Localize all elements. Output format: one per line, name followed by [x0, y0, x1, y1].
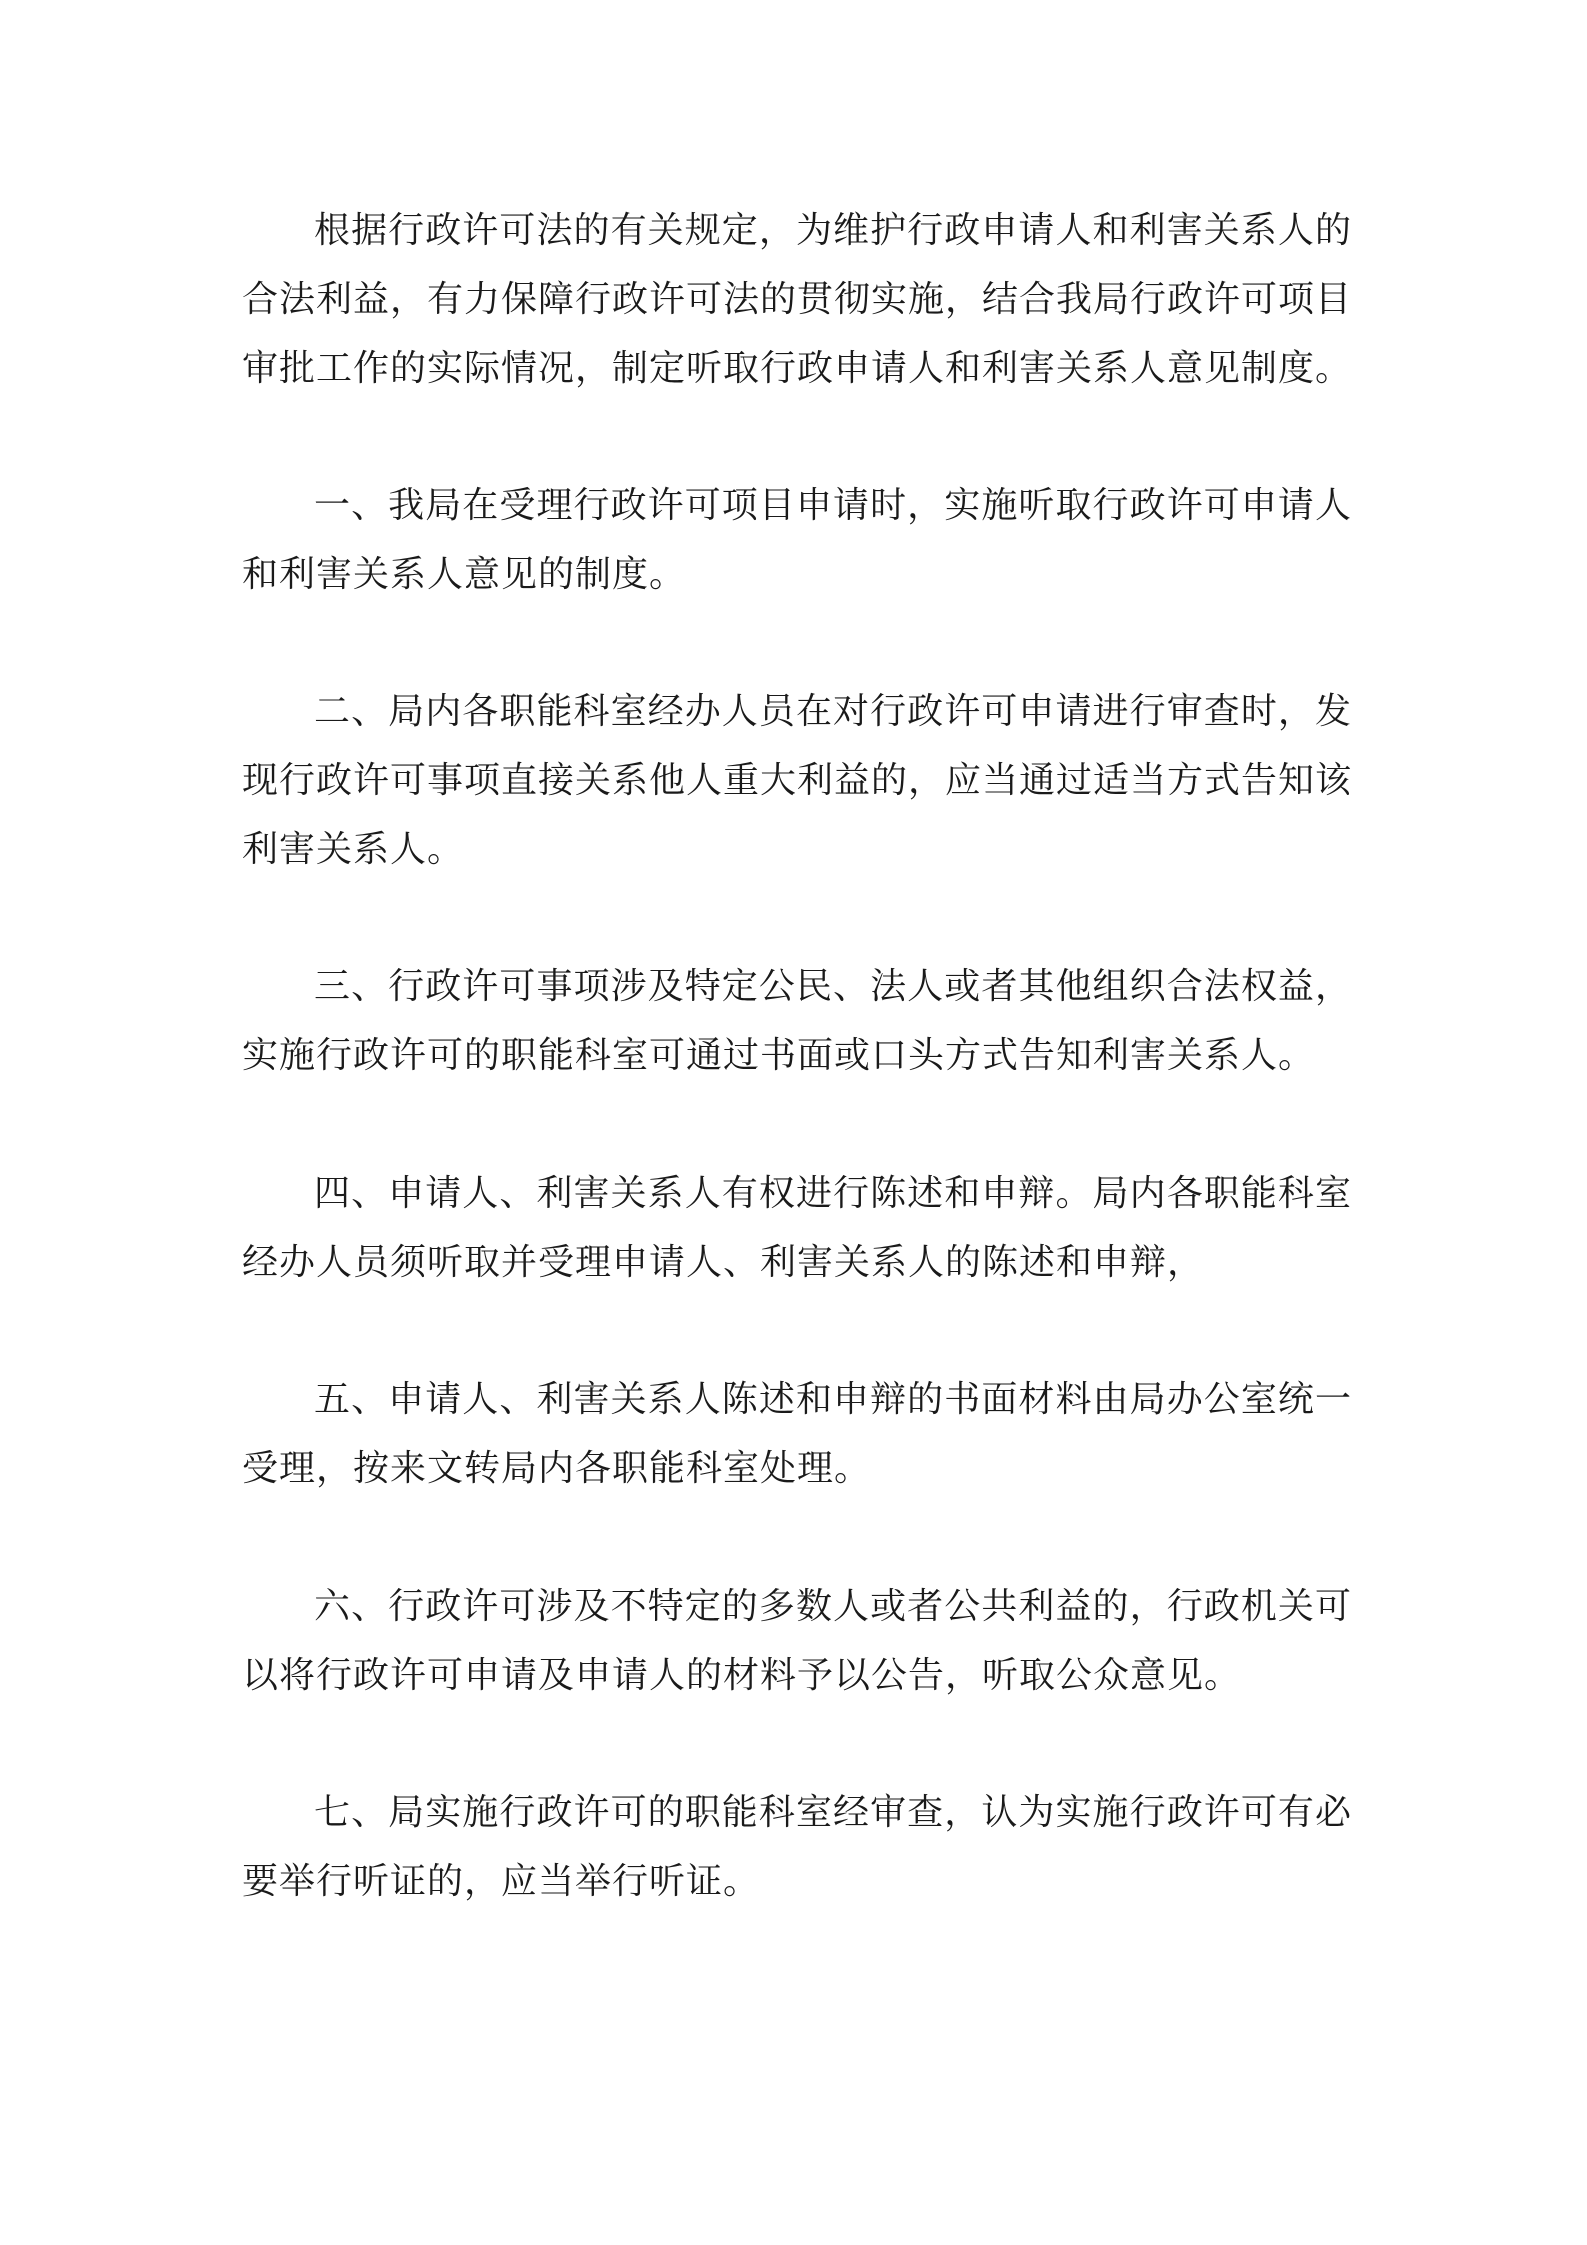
- clause-7-paragraph: 七、局实施行政许可的职能科室经审查，认为实施行政许可有必要举行听证的，应当举行听证。: [242, 1792, 1352, 1902]
- clause-3-paragraph: 三、行政许可事项涉及特定公民、法人或者其他组织合法权益，实施行政许可的职能科室可通过书面或口头方式告知利害关系人。: [242, 966, 1352, 1076]
- clause-2-paragraph: 二、局内各职能科室经办人员在对行政许可申请进行审查时，发现行政许可事项直接关系他人重大利益的，应当通过适当方式告知该利害关系人。: [242, 691, 1353, 870]
- clause-4-paragraph: 四、申请人、利害关系人有权进行陈述和申辩。局内各职能科室经办人员须听取并受理申请人、利害关系人的陈述和申辩，: [242, 1173, 1352, 1283]
- intro-paragraph: 根据行政许可法的有关规定，为维护行政申请人和利害关系人的合法利益，有力保障行政许可法的贯彻实施，结合我局行政许可项目审批工作的实际情况，制定听取行政申请人和利害关系人意见制度。: [242, 210, 1353, 389]
- clause-1-paragraph: 一、我局在受理行政许可项目申请时，实施听取行政许可申请人和利害关系人意见的制度。: [242, 485, 1352, 595]
- clause-6-paragraph: 六、行政许可涉及不特定的多数人或者公共利益的，行政机关可以将行政许可申请及申请人的材料予以公告，听取公众意见。: [242, 1586, 1352, 1696]
- clause-5-paragraph: 五、申请人、利害关系人陈述和申辩的书面材料由局办公室统一受理，按来文转局内各职能科室处理。: [242, 1379, 1352, 1489]
